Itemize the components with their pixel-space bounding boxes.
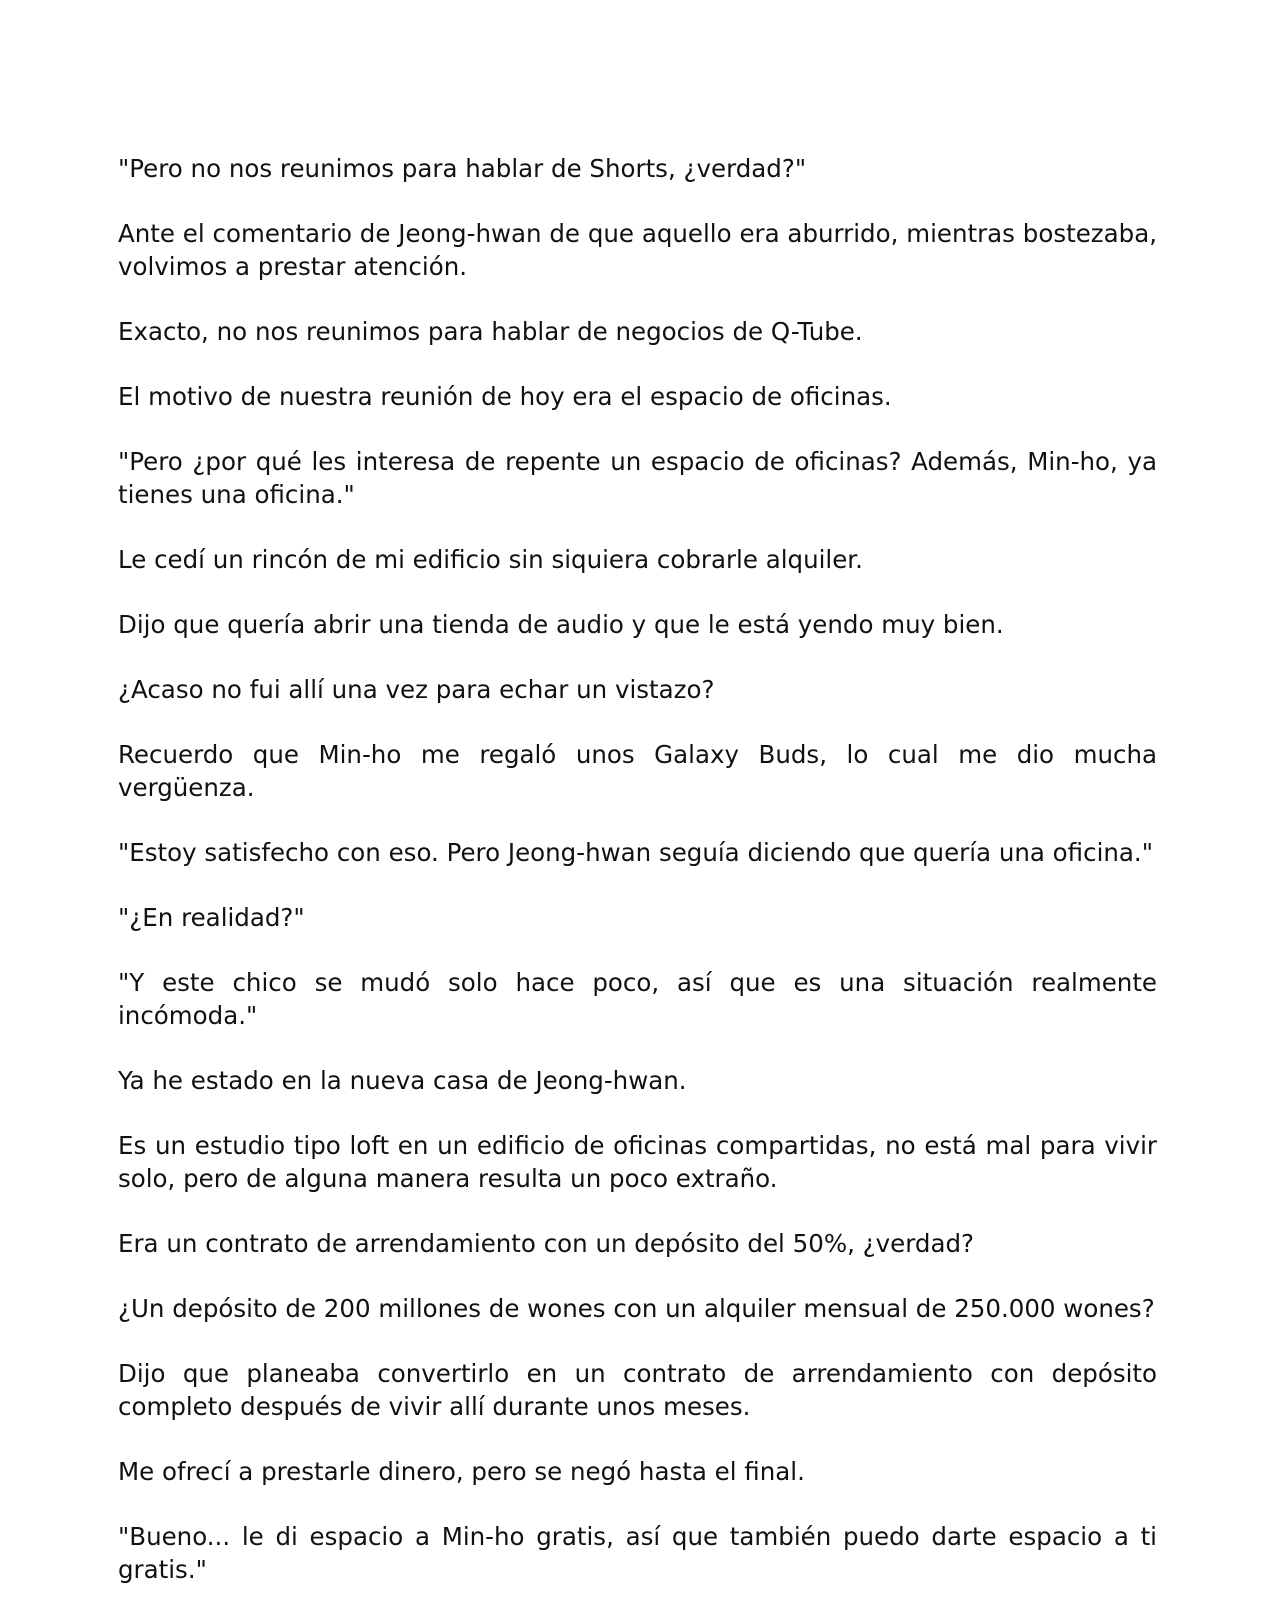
paragraph-14: Es un estudio tipo loft en un edificio de oficinas compartidas, no está mal para vivir solo, pero de alguna manera resulta un poco extraño.	[118, 1131, 1157, 1193]
paragraph-4: El motivo de nuestra reunión de hoy era el espacio de oficinas.	[118, 382, 892, 411]
paragraph-19: "Bueno... le di espacio a Min-ho gratis, así que también puedo darte espacio a ti gratis."	[118, 1522, 1157, 1584]
paragraph-10: "Estoy satisfecho con eso. Pero Jeong-hwan seguía diciendo que quería una oficina."	[118, 838, 1153, 867]
paragraph-15: Era un contrato de arrendamiento con un depósito del 50%, ¿verdad?	[118, 1229, 975, 1258]
paragraph-16: ¿Un depósito de 200 millones de wones con un alquiler mensual de 250.000 wones?	[118, 1294, 1155, 1323]
paragraph-18: Me ofrecí a prestarle dinero, pero se negó hasta el final.	[118, 1457, 805, 1486]
paragraph-5: "Pero ¿por qué les interesa de repente un espacio de oficinas? Además, Min-ho, ya tienes una oficina."	[118, 447, 1157, 509]
paragraph-8: ¿Acaso no fui allí una vez para echar un vistazo?	[118, 675, 715, 704]
paragraph-2: Ante el comentario de Jeong-hwan de que aquello era aburrido, mientras bostezaba, volvimos a prestar atención.	[118, 219, 1157, 281]
paragraph-1: "Pero no nos reunimos para hablar de Shorts, ¿verdad?"	[118, 154, 807, 183]
paragraph-11: "¿En realidad?"	[118, 903, 305, 932]
document-page	[118, 152, 1157, 1618]
paragraph-17: Dijo que planeaba convertirlo en un contrato de arrendamiento con depósito completo después de vivir allí durante unos meses.	[118, 1359, 1157, 1421]
paragraph-7: Dijo que quería abrir una tienda de audio y que le está yendo muy bien.	[118, 610, 1004, 639]
paragraph-12: "Y este chico se mudó solo hace poco, así que es una situación realmente incómoda."	[118, 968, 1157, 1030]
paragraph-3: Exacto, no nos reunimos para hablar de negocios de Q-Tube.	[118, 317, 863, 346]
paragraph-6: Le cedí un rincón de mi edificio sin siquiera cobrarle alquiler.	[118, 545, 863, 574]
paragraph-9: Recuerdo que Min-ho me regaló unos Galaxy Buds, lo cual me dio mucha vergüenza.	[118, 740, 1157, 802]
paragraph-13: Ya he estado en la nueva casa de Jeong-hwan.	[118, 1066, 687, 1095]
